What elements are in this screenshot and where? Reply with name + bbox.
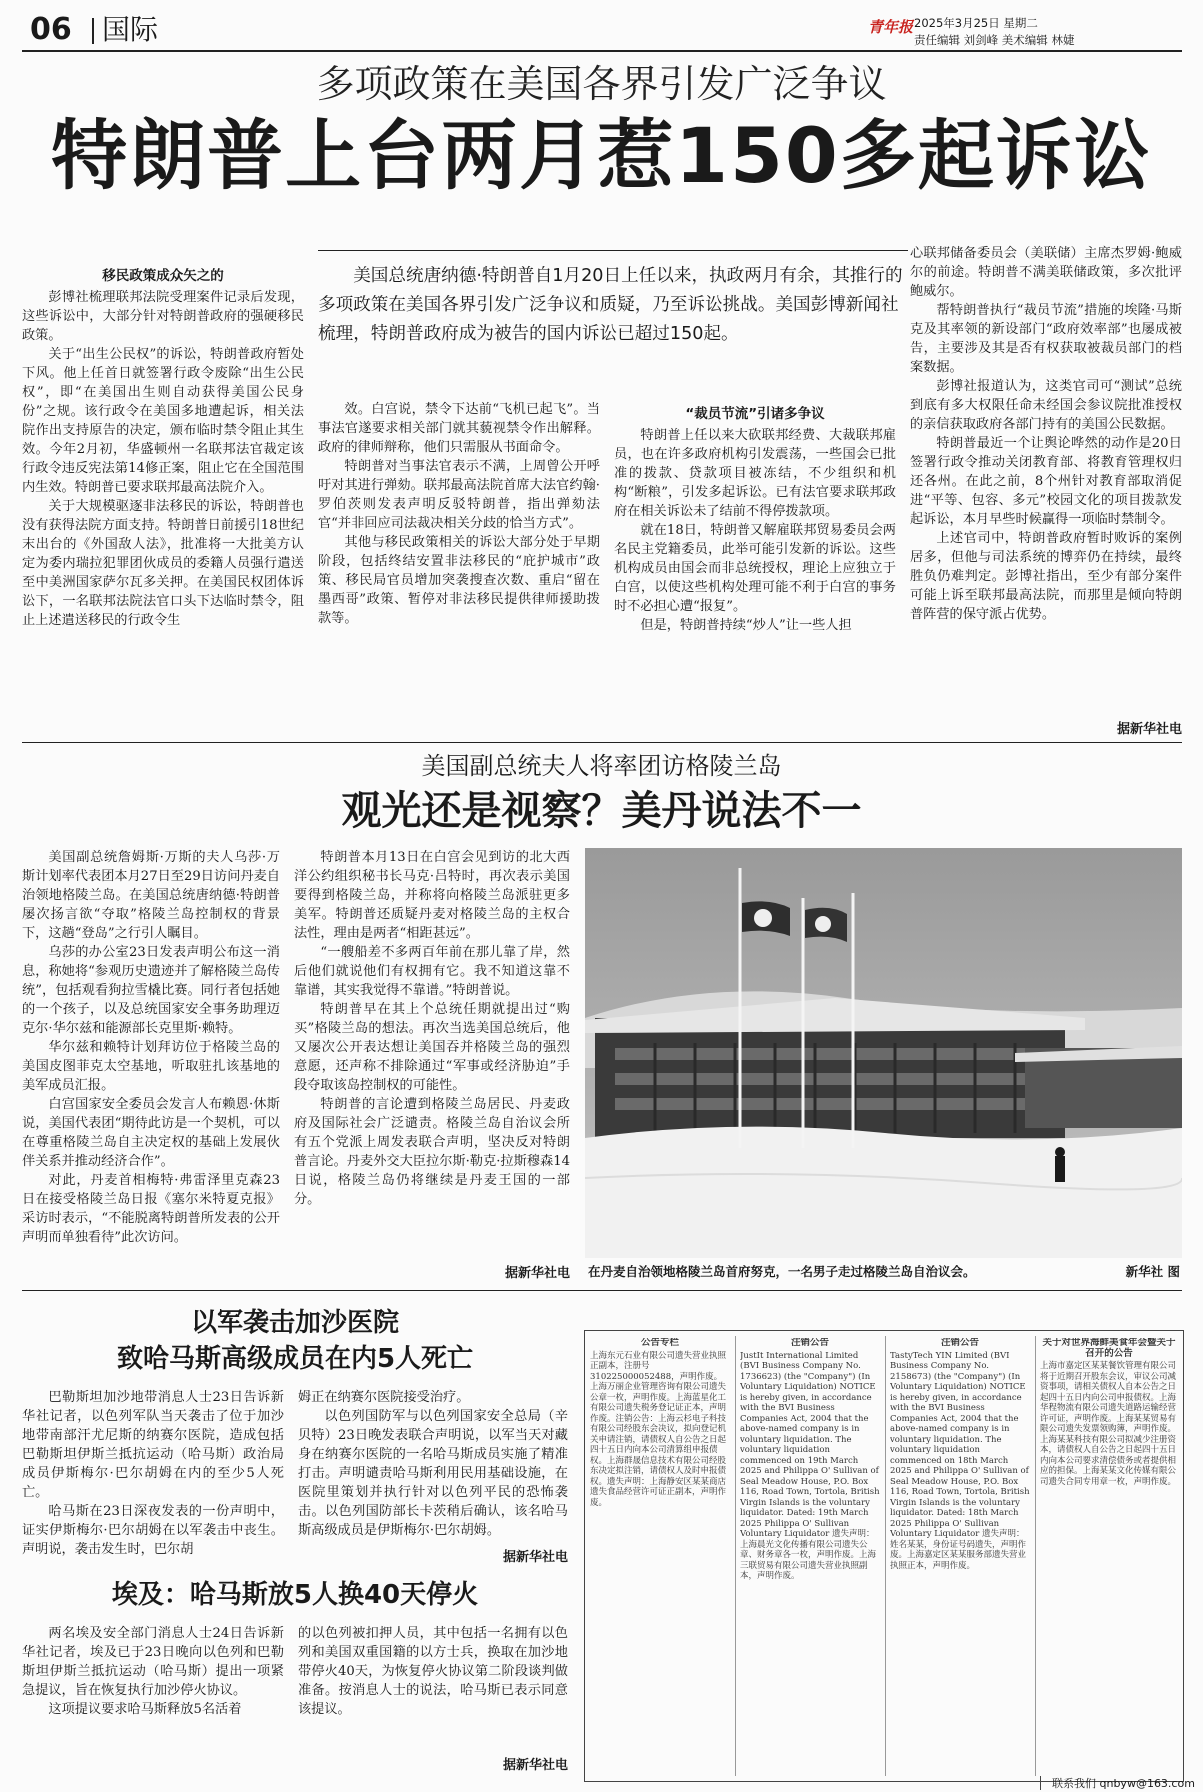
paragraph: 巴勒斯坦加沙地带消息人士23日告诉新华社记者，以色列军队当天袭击了位于加沙地带南部汗尤尼斯的纳赛尔医院，造成包括巴勒斯坦伊斯兰抵抗运动（哈马斯）政治局成员伊斯梅尔·巴尔胡姆在内的至少5人死亡。 xyxy=(22,1390,284,1500)
paragraph: 特朗普上任以来大砍联邦经费、大裁联邦雇员，也在许多政府机构引发震荡，一些国会已批准的拨款、贷款项目被冻结，不少组织和机构“断粮”，引发多起诉讼。已有法官要求联邦政府在相关诉讼未了结前不得停拨款项。 xyxy=(614,428,896,519)
story1-col2 xyxy=(318,400,600,714)
story3-col1 xyxy=(22,1388,284,1562)
story2-col2 xyxy=(294,848,570,1258)
story3-col2 xyxy=(298,1388,568,1542)
lead-box-rule xyxy=(318,250,908,251)
ad-title: 关于对世界海鲜美食年会暨关于召开的公告 xyxy=(1042,1338,1176,1359)
story4-credit: 据新华社电 xyxy=(502,1758,568,1773)
section-rule xyxy=(22,742,1182,743)
ad-divider xyxy=(735,1336,736,1776)
ad-text: JustIt International Limited (BVI Business Company No. 1736623) (the "Company") (In Voluntary Liquidation) NOTICE is hereby given, in accordance with the BVI Business Companies Act, 2004 that the above-named company is in voluntary liquidation. The voluntary liquidation commenced on 19th March 2025 and Philippa O' Sullivan of Seal Meadow House, P.O. Box 116, Road Town, Tortola, British Virgin Islands is the voluntary liquidator. Dated: 19th March 2025 Philippa O' Sullivan Voluntary Liquidator 遗失声明：上海晨光文化传播有限公司遗失公章、财务章各一枚，声明作废。上海三联贸易有限公司遗失营业执照副本，声明作废。 xyxy=(740,1350,880,1581)
paragraph: 白宫国家安全委员会发言人布赖恩·休斯说，美国代表团“期待此访是一个契机，可以在尊重格陵兰岛自主决定权的基础上发展伙伴关系并推动经济合作”。 xyxy=(22,1097,280,1169)
ad-divider xyxy=(885,1336,886,1776)
story4-col1 xyxy=(22,1624,284,1774)
paragraph: 但是，特朗普持续“炒人”让一些人担 xyxy=(640,618,852,633)
paragraph: 心联邦储备委员会（美联储）主席杰罗姆·鲍威尔的前途。特朗普不满美联储政策，多次批评鲍威尔。 xyxy=(910,246,1182,299)
header-divider xyxy=(92,18,94,44)
story1-col3 xyxy=(614,400,896,714)
paragraph: 美国副总统詹姆斯·万斯的夫人乌莎·万斯计划率代表团本月27日至29日访问丹麦自治领地格陵兰岛。在美国总统唐纳德·特朗普屡次扬言欲“夺取”格陵兰岛控制权的背景下，这趟“登岛”之行引人瞩目。 xyxy=(22,850,280,941)
story1-subhead-immigration: 移民政策成众矢之的 xyxy=(102,268,224,284)
ad-title: 注销公告 xyxy=(940,1338,979,1348)
footer-divider xyxy=(1040,1776,1041,1790)
story1-lead: 美国总统唐纳德·特朗普自1月20日上任以来，执政两月有余，其推行的多项政策在美国各界引发广泛争议和质疑，乃至诉讼挑战。美国彭博新闻社梳理，特朗普政府成为被告的国内诉讼已超过150起。 xyxy=(318,266,903,344)
ad-column xyxy=(740,1338,880,1776)
paragraph: 效。白宫说，禁令下达前“飞机已起飞”。当事法官遂要求相关部门就其藐视禁令作出解释。政府的律师辩称，他们只需服从书面命令。 xyxy=(318,402,600,455)
paragraph: 这项提议要求哈马斯释放5名活着 xyxy=(48,1702,242,1717)
paragraph: 关于大规模驱逐非法移民的诉讼，特朗普也没有获得法院方面支持。特朗普日前援引18世纪末出台的《外国敌人法》，批准将一大批美方认定为委内瑞拉犯罪团伙成员的委籍人员强行遣送至中美洲国家萨尔瓦多关押。在美国民权团体诉讼下，一名联邦法院法官口头下达临时禁令，阻止上述遣送移民的行政令生 xyxy=(22,499,304,628)
story1-col1 xyxy=(22,262,304,714)
paragraph: 特朗普最近一个让舆论哗然的动作是20日签署行政令推动关闭教育部、将教育管理权归还各州。在此之前，8个州针对教育部取消促进“平等、包容、多元”校园文化的项目拨款发起诉讼，本月早些时候赢得一项临时禁制令。 xyxy=(910,436,1182,527)
ad-column xyxy=(1040,1338,1178,1776)
paragraph: 彭博社梳理联邦法院受理案件记录后发现，这些诉讼中，大部分针对特朗普政府的强硬移民政策。 xyxy=(22,290,304,343)
ad-text: 上海市嘉定区某某餐饮管理有限公司将于近期召开股东会议，审议公司减资事项，请相关债权人自本公告之日起四十五日内向公司申报债权。上海华程物流有限公司遗失道路运输经营许可证，声明作废。上海某某贸易有限公司遗失发票领购簿，声明作废。上海某某科技有限公司拟减少注册资本，请债权人自公告之日起四十五日内向本公司要求清偿债务或者提供相应的担保。上海某某文化传媒有限公司遗失合同专用章一枚，声明作废。 xyxy=(1040,1361,1177,1487)
ad-text: TastyTech YIN Limited (BVI Business Company No. 2158673) (the "Company") (In Voluntary Liquidation) NOTICE is hereby given, in accordance with the BVI Business Companies Act, 2004 that the above-named company is in voluntary liquidation. The voluntary liquidation commenced on 18th March 2025 and Philippa O' Sullivan of Seal Meadow House, P.O. Box 116, Road Town, Tortola, British Virgin Islands is the voluntary liquidator. Dated: 18th March 2025 Philippa O' Sullivan Voluntary Liquidator 遗失声明：姓名某某，身份证号码遗失，声明作废。上海嘉定区某某服务部遗失营业执照正本，声明作废。 xyxy=(890,1350,1030,1571)
story2-col1 xyxy=(22,848,280,1280)
photo-credit: 新华社 图 xyxy=(1125,1264,1180,1279)
paragraph: 特朗普本月13日在白宫会见到访的北大西洋公约组织秘书长马克·吕特时，再次表示美国要得到格陵兰岛，并称将向格陵兰岛派驻更多美军。特朗普还质疑丹麦对格陵兰岛的主权合法性，理由是两者“相距甚远”。 xyxy=(294,850,570,941)
story2-kicker: 美国副总统夫人将率团访格陵兰岛 xyxy=(421,752,782,780)
story2-headline: 观光还是视察？美丹说法不一 xyxy=(341,788,862,834)
paragraph: 华尔兹和赖特计划拜访位于格陵兰岛的美国皮图菲克太空基地，听取驻扎该基地的美军成员汇报。 xyxy=(22,1040,280,1093)
paragraph: 其他与移民政策相关的诉讼大部分处于早期阶段，包括终结安置非法移民的“庇护城市”政策、移民局官员增加突袭搜查次数、重启“留在墨西哥”政策、暂停对非法移民提供律师援助拨款等。 xyxy=(318,535,600,626)
footer-contact: 联系我们 qnbyw@163.com xyxy=(1052,1777,1195,1790)
paragraph: 帮特朗普执行“裁员节流”措施的埃隆·马斯克及其率领的新设部门“政府效率部”也屡成被告，主要涉及其是否有权获取被裁员部门的档案数据。 xyxy=(910,303,1182,375)
paragraph: 就在18日，特朗普又解雇联邦贸易委员会两名民主党籍委员，此举可能引发新的诉讼。这些机构成员由国会而非总统授权，理论上应独立于白宫，以使这些机构处理可能不利于白宫的事务时不必担心遭“报复”。 xyxy=(614,523,896,614)
story1-subhead-layoffs: “裁员节流”引诸多争议 xyxy=(685,406,825,422)
greenland-parliament-photo xyxy=(585,848,1182,1258)
paragraph: 的以色列被扣押人员，其中包括一名拥有以色列和美国双重国籍的以方士兵，换取在加沙地带停火40天，为恢复停火协议第二阶段谈判做准备。按消息人士的说法，哈马斯已表示同意该提议。 xyxy=(298,1626,568,1717)
ad-column xyxy=(890,1338,1030,1776)
story3-headline-line1: 以军袭击加沙医院 xyxy=(190,1308,399,1338)
photo-caption: 在丹麦自治领地格陵兰岛首府努克，一名男子走过格陵兰岛自治议会。 xyxy=(588,1264,976,1279)
paragraph: 特朗普早在其上个总统任期就提出过“购买”格陵兰岛的想法。再次当选美国总统后，他又屡次公开表达想让美国吞并格陵兰岛的强烈意愿，还声称不排除通过“军事或经济胁迫”手段夺取该岛控制权的可能性。 xyxy=(294,1002,570,1093)
paragraph: “一艘船差不多两百年前在那儿靠了岸，然后他们就说他们有权拥有它。我不知道这靠不靠谱，其实我觉得不靠谱。”特朗普说。 xyxy=(294,945,570,998)
paragraph: 两名埃及安全部门消息人士24日告诉新华社记者，埃及已于23日晚向以色列和巴勒斯坦伊斯兰抵抗运动（哈马斯）提出一项紧急提议，旨在恢复执行加沙停火协议。 xyxy=(22,1626,284,1698)
header-rule xyxy=(22,50,1182,52)
story4-col2 xyxy=(298,1624,568,1734)
ad-divider xyxy=(1035,1336,1036,1776)
paragraph: 姆正在纳赛尔医院接受治疗。 xyxy=(298,1390,470,1405)
story2-credit: 据新华社电 xyxy=(504,1266,570,1281)
editors-line: 责任编辑 刘剑峰 美术编辑 林婕 xyxy=(914,33,1075,47)
paragraph: 以色列国防军与以色列国家安全总局（辛贝特）23日晚发表联合声明说，以军当天对藏身在纳赛尔医院的一名哈马斯成员实施了精准打击。声明谴责哈马斯利用民用基础设施，在医院里策划并执行针对以色列平民的恐怖袭击。以色列国防部长卡茨稍后确认，该名哈马斯高级成员是伊斯梅尔·巴尔胡姆。 xyxy=(298,1409,568,1538)
paragraph: 关于“出生公民权”的诉讼，特朗普政府暂处下风。他上任首日就签署行政令废除“出生公民权”，即“在美国出生则自动获得美国公民身份”之规。该行政令在美国多地遭起诉，相关法院作出支持原告的决定，颁布临时禁令阻止其生效。今年2月初，华盛顿州一名联邦法官裁定该行政令违反宪法第14修正案，阻止它在全国范围内生效。特朗普已要求联邦最高法院介入。 xyxy=(22,347,304,495)
paragraph: 乌莎的办公室23日发表声明公布这一消息，称她将“参观历史遗迹并了解格陵兰岛传统”，包括观看狗拉雪橇比赛。同行者包括她的一个孩子，以及总统国家安全事务助理迈克尔·华尔兹和能源部长克里斯·赖特。 xyxy=(22,945,280,1036)
paragraph: 上述官司中，特朗普政府暂时败诉的案例居多，但他与司法系统的博弈仍在持续，最终胜负仍难判定。彭博社指出，至少有部分案件可能上诉至联邦最高法院，而那里是倾向特朗普阵营的保守派占优势。 xyxy=(910,531,1182,622)
paragraph: 哈马斯在23日深夜发表的一份声明中，证实伊斯梅尔·巴尔胡姆在以军袭击中丧生。声明说，袭击发生时，巴尔胡 xyxy=(22,1504,284,1557)
story1-credit: 据新华社电 xyxy=(1116,722,1182,737)
ad-text: 上海东元石业有限公司遗失营业执照正副本，注册号310225000052488，声明作废。上海万丽企业管理咨询有限公司遗失公章一枚，声明作废。上海蓝星化工有限公司遗失税务登记证正本，声明作废。注销公告：上海云杉电子科技有限公司经股东会决议，拟向登记机关申请注销，请债权人自公告之日起四十五日内向本公司清算组申报债权。上海群晟信息技术有限公司经股东决定拟注销，请债权人及时申报债权。遗失声明：上海静安区某某商店遗失食品经营许可证正副本，声明作废。 xyxy=(590,1350,727,1508)
story1-kicker: 多项政策在美国各界引发广泛争议 xyxy=(316,62,887,106)
page-number: 06 xyxy=(30,12,72,47)
story1-lead-box xyxy=(318,262,908,380)
story3-headline-line2: 致哈马斯高级成员在内5人死亡 xyxy=(116,1344,474,1374)
paragraph: 彭博社报道认为，这类官司可“测试”总统到底有多大权限任命未经国会参议院批准授权的亲信获取政府各部门持有的美国公民数据。 xyxy=(910,379,1182,432)
paragraph: 特朗普对当事法官表示不满，上周曾公开呼吁对其进行弹劾。联邦最高法院首席大法官约翰·罗伯茨则发表声明反驳特朗普，指出弹劾法官“并非回应司法裁决相关分歧的恰当方式”。 xyxy=(318,459,600,531)
story1-col4 xyxy=(910,244,1182,714)
ad-title: 注销公告 xyxy=(790,1338,829,1348)
paragraph: 特朗普的言论遭到格陵兰岛居民、丹麦政府及国际社会广泛谴责。格陵兰岛自治议会所有五个党派上周发表联合声明，坚决反对特朗普言论。丹麦外交大臣拉尔斯·勒克·拉斯穆森14日说，格陵兰岛仍将继续是丹麦王国的一部分。 xyxy=(294,1097,570,1207)
section-name: 国际 xyxy=(102,13,159,46)
story4-headline: 埃及：哈马斯放5人换40天停火 xyxy=(111,1580,479,1610)
ad-column xyxy=(590,1338,730,1776)
story3-credit: 据新华社电 xyxy=(502,1550,568,1565)
ad-title: 公告专栏 xyxy=(640,1338,679,1348)
date-line: 2025年3月25日 星期二 xyxy=(914,16,1038,30)
story1-headline: 特朗普上台两月惹150多起诉讼 xyxy=(51,111,1152,200)
section-rule xyxy=(22,1290,1182,1291)
paragraph: 对此，丹麦首相梅特·弗雷泽里克森23日在接受格陵兰岛日报《塞尔米特夏克报》采访时表示，“不能脱离特朗普所发表的公开声明而单独看待”此次访问。 xyxy=(22,1173,280,1245)
newspaper-logo: 青年报 xyxy=(868,18,914,36)
